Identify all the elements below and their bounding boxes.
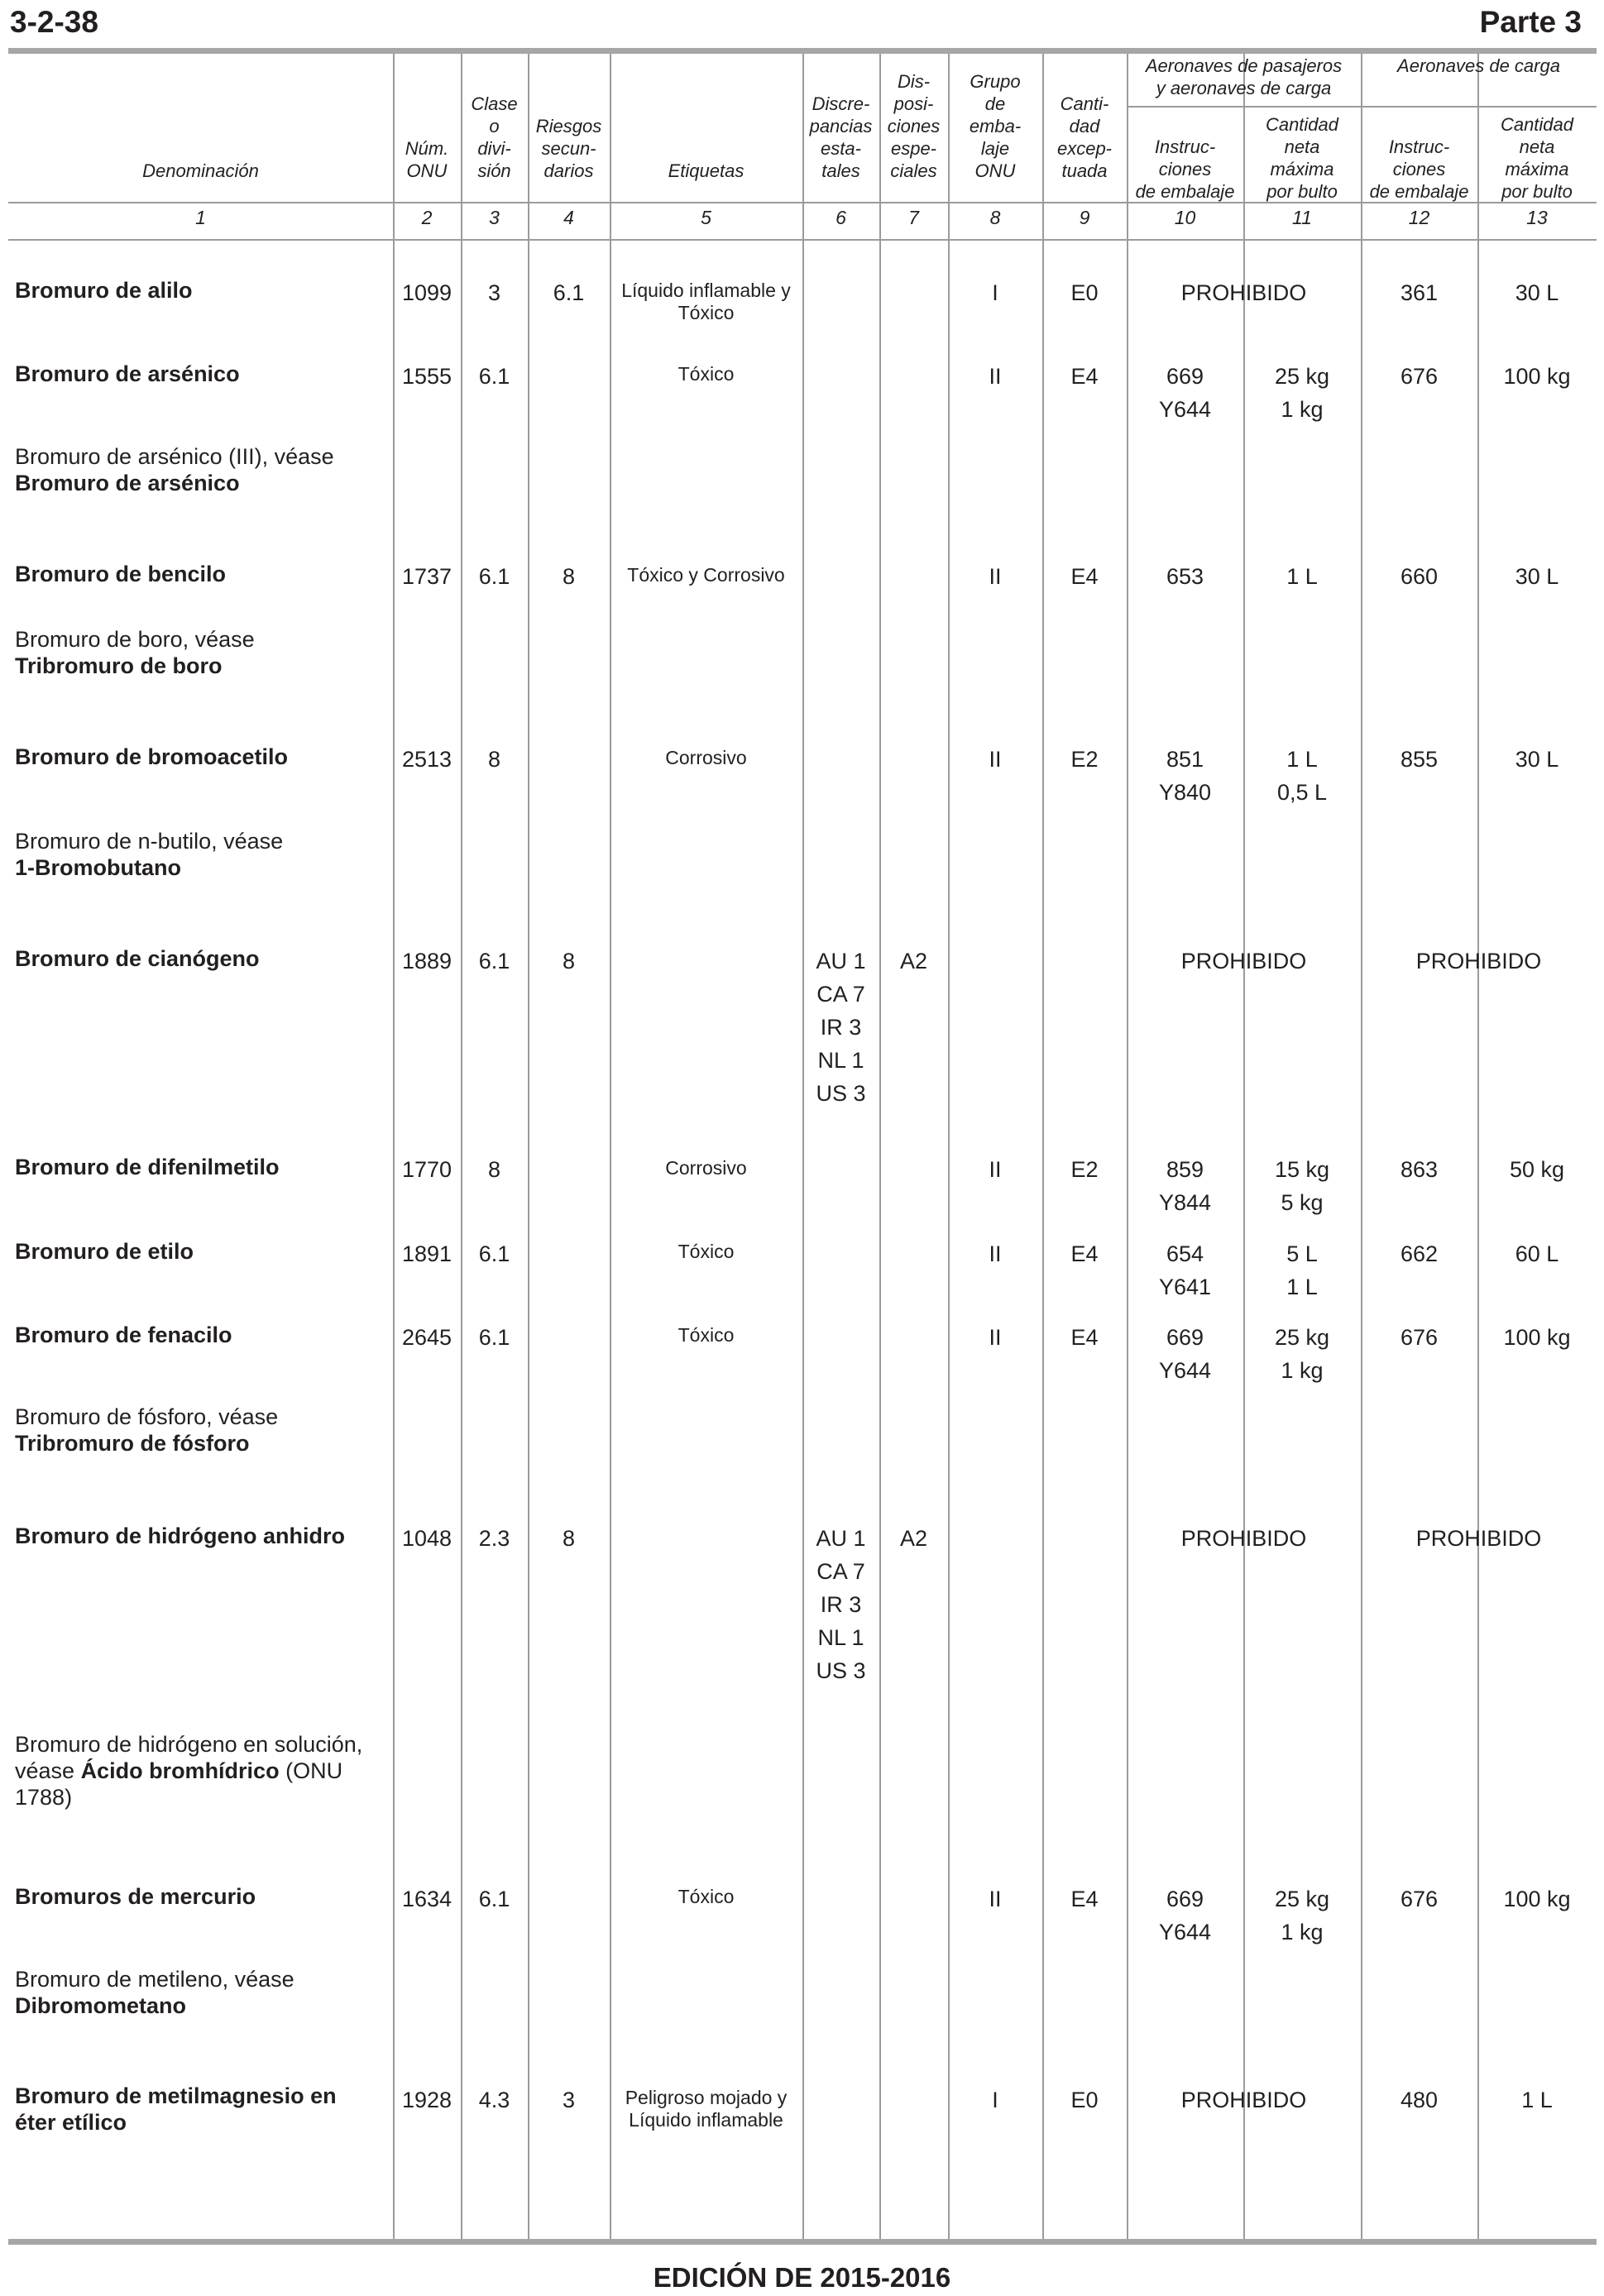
header-cantidad-exceptuada: Canti- dad excep- tuada (1056, 93, 1113, 181)
header-disposiciones: Dis- posi- ciones espe- ciales (887, 71, 941, 181)
entry-name: Bromuros de mercurio (15, 1884, 256, 1909)
column-number: 1 (195, 207, 206, 228)
header-grupo-embalaje: Grupo de emba- laje ONU (969, 71, 1022, 181)
column-number: 3 (489, 207, 500, 228)
excepted-quantity: E4 (1070, 1325, 1099, 1350)
cargo-packing-instruction: 480 (1400, 2088, 1439, 2112)
header-etiquetas: Etiquetas (668, 160, 745, 181)
cross-reference: Bromuro de boro, véase Tribromuro de boro (15, 627, 255, 678)
column-number: 12 (1408, 207, 1430, 228)
cargo-packing-instruction: 855 (1400, 747, 1439, 772)
un-number: 1928 (401, 2088, 452, 2112)
un-number: 1048 (401, 1526, 452, 1551)
column-number: 8 (989, 207, 1001, 228)
column-number: 9 (1079, 207, 1090, 228)
header-cantidad-neta-carga: Cantidad neta máxima por bulto (1500, 114, 1574, 202)
hazard-labels: Tóxico (678, 1886, 735, 1907)
un-number: 1737 (401, 564, 452, 589)
column-number: 11 (1292, 207, 1312, 228)
un-number: 2513 (401, 747, 452, 772)
packing-group: I (992, 280, 998, 305)
cargo-max-quantity: 60 L (1515, 1241, 1559, 1266)
cross-reference: Bromuro de metileno, véase Dibromometano (15, 1967, 294, 2018)
class-division: 8 (487, 747, 501, 772)
cargo-packing-instruction: 676 (1400, 1325, 1439, 1350)
un-number: 1555 (401, 364, 452, 389)
entry-name: Bromuro de metilmagnesio en éter etílico (15, 2083, 337, 2135)
cargo-aircraft-forbidden: PROHIBIDO (1415, 949, 1542, 973)
entry-name: Bromuro de fenacilo (15, 1323, 232, 1347)
passenger-max-quantity: 5 L 1 L (1286, 1241, 1318, 1299)
header-aeronaves-pasajeros: Aeronaves de pasajeros y aeronaves de carga (1145, 55, 1343, 98)
bottom-rule (8, 2239, 1597, 2245)
hazard-labels: Tóxico (678, 363, 735, 385)
cargo-max-quantity: 30 L (1515, 564, 1559, 589)
passenger-max-quantity: 25 kg 1 kg (1274, 364, 1330, 422)
entry-name: Bromuro de hidrógeno anhidro (15, 1523, 345, 1548)
cargo-packing-instruction: 660 (1400, 564, 1439, 589)
special-provisions: A2 (899, 949, 928, 973)
passenger-max-quantity: 1 L 0,5 L (1276, 747, 1328, 805)
header-instrucciones-carga: Instruc- ciones de embalaje (1369, 136, 1469, 202)
cross-reference: Bromuro de fósforo, véase Tribromuro de fósforo (15, 1404, 279, 1456)
un-number: 1099 (401, 280, 452, 305)
passenger-max-quantity: 1 L (1286, 564, 1318, 589)
passenger-packing-instruction: 859 Y844 (1158, 1157, 1212, 1215)
cross-reference: Bromuro de arsénico (III), véase Bromuro de arsénico (15, 444, 334, 495)
header-cantidad-neta-pax: Cantidad neta máxima por bulto (1265, 114, 1339, 202)
packing-group: II (989, 564, 1002, 589)
cross-reference: Bromuro de n-butilo, véase 1-Bromobutano (15, 829, 284, 880)
column-number: 4 (563, 207, 574, 228)
header-clase: Clase o divi- sión (471, 93, 518, 181)
header-aeronaves-carga: Aeronaves de carga (1397, 55, 1560, 76)
excepted-quantity: E2 (1070, 1157, 1099, 1182)
entry-name: Bromuro de bromoacetilo (15, 744, 289, 769)
column-number: 7 (908, 207, 919, 228)
class-division: 6.1 (478, 364, 510, 389)
state-variations: AU 1 CA 7 IR 3 NL 1 US 3 (816, 1526, 866, 1683)
header-discrepancias: Discre- pancias esta- tales (809, 93, 873, 181)
page-number: 3-2-38 (10, 5, 98, 39)
cargo-max-quantity: 100 kg (1503, 364, 1571, 389)
excepted-quantity: E4 (1070, 1241, 1099, 1266)
cargo-packing-instruction: 863 (1400, 1157, 1439, 1182)
packing-group: II (989, 1887, 1002, 1911)
hazard-labels: Tóxico (678, 1324, 735, 1346)
class-division: 6.1 (478, 1887, 510, 1911)
entry-name: Bromuro de cianógeno (15, 946, 260, 971)
passenger-packing-instruction: 669 Y644 (1158, 1325, 1212, 1383)
hazard-labels: Corrosivo (665, 747, 747, 768)
hazard-labels: Corrosivo (665, 1157, 747, 1179)
class-division: 4.3 (478, 2088, 510, 2112)
cargo-packing-instruction: 676 (1400, 364, 1439, 389)
column-number: 13 (1526, 207, 1548, 228)
class-division: 6.1 (478, 1241, 510, 1266)
cargo-max-quantity: 1 L (1521, 2088, 1553, 2112)
part-title: Parte 3 (1479, 5, 1582, 39)
subsidiary-risk: 8 (562, 1526, 576, 1551)
passenger-max-quantity: 15 kg 5 kg (1274, 1157, 1330, 1215)
packing-group: II (989, 1241, 1002, 1266)
hazard-labels: Líquido inflamable y Tóxico (621, 280, 791, 323)
entry-name: Bromuro de arsénico (15, 361, 240, 386)
packing-group: II (989, 1325, 1002, 1350)
subsidiary-risk: 8 (562, 949, 576, 973)
class-division: 6.1 (478, 564, 510, 589)
un-number: 1634 (401, 1887, 452, 1911)
passenger-aircraft-forbidden: PROHIBIDO (1180, 280, 1307, 305)
hazard-labels: Tóxico y Corrosivo (627, 564, 785, 586)
passenger-aircraft-forbidden: PROHIBIDO (1180, 1526, 1307, 1551)
passenger-packing-instruction: 669 Y644 (1158, 364, 1212, 422)
subsidiary-risk: 8 (562, 564, 576, 589)
packing-group: II (989, 747, 1002, 772)
header-num-onu: Núm. ONU (405, 138, 449, 181)
top-rule (8, 48, 1597, 54)
packing-group: II (989, 364, 1002, 389)
column-number: 6 (836, 207, 846, 228)
class-division: 8 (487, 1157, 501, 1182)
subsidiary-risk: 6.1 (553, 280, 585, 305)
excepted-quantity: E4 (1070, 364, 1099, 389)
passenger-packing-instruction: 851 Y840 (1158, 747, 1212, 805)
class-division: 6.1 (478, 949, 510, 973)
cargo-max-quantity: 50 kg (1509, 1157, 1565, 1182)
class-division: 2.3 (478, 1526, 510, 1551)
column-number: 5 (701, 207, 711, 228)
subsidiary-risk: 3 (562, 2088, 576, 2112)
excepted-quantity: E0 (1070, 2088, 1099, 2112)
state-variations: AU 1 CA 7 IR 3 NL 1 US 3 (816, 949, 866, 1106)
excepted-quantity: E4 (1070, 564, 1099, 589)
entry-name: Bromuro de etilo (15, 1239, 194, 1264)
header-denominacion: Denominación (142, 160, 259, 181)
entry-name: Bromuro de alilo (15, 278, 193, 303)
cargo-max-quantity: 30 L (1515, 747, 1559, 772)
passenger-packing-instruction: 669 Y644 (1158, 1887, 1212, 1944)
passenger-packing-instruction: 653 (1166, 564, 1204, 589)
class-division: 3 (487, 280, 501, 305)
passenger-packing-instruction: 654 Y641 (1158, 1241, 1212, 1299)
hazard-labels: Tóxico (678, 1241, 735, 1262)
un-number: 1889 (401, 949, 452, 973)
un-number: 1891 (401, 1241, 452, 1266)
hazard-labels: Peligroso mojado y Líquido inflamable (625, 2087, 788, 2131)
cargo-packing-instruction: 662 (1400, 1241, 1439, 1266)
cargo-packing-instruction: 361 (1400, 280, 1439, 305)
cross-reference: Bromuro de hidrógeno en solución, véase Ácido bromhídrico (ONU 1788) (15, 1732, 363, 1810)
column-number: 10 (1174, 207, 1196, 228)
excepted-quantity: E4 (1070, 1887, 1099, 1911)
passenger-aircraft-forbidden: PROHIBIDO (1180, 2088, 1307, 2112)
packing-group: I (992, 2088, 998, 2112)
un-number: 1770 (401, 1157, 452, 1182)
passenger-aircraft-forbidden: PROHIBIDO (1180, 949, 1307, 973)
column-number: 2 (421, 207, 433, 228)
excepted-quantity: E0 (1070, 280, 1099, 305)
cargo-packing-instruction: 676 (1400, 1887, 1439, 1911)
header-instrucciones-pax: Instruc- ciones de embalaje (1135, 136, 1235, 202)
header-riesgos: Riesgos secun- darios (535, 116, 602, 181)
passenger-max-quantity: 25 kg 1 kg (1274, 1887, 1330, 1944)
edition-footer: EDICIÓN DE 2015-2016 (653, 2262, 951, 2293)
cargo-aircraft-forbidden: PROHIBIDO (1415, 1526, 1542, 1551)
entry-name: Bromuro de difenilmetilo (15, 1155, 280, 1179)
packing-group: II (989, 1157, 1002, 1182)
class-division: 6.1 (478, 1325, 510, 1350)
excepted-quantity: E2 (1070, 747, 1099, 772)
cargo-max-quantity: 100 kg (1503, 1325, 1571, 1350)
un-number: 2645 (401, 1325, 452, 1350)
cargo-max-quantity: 30 L (1515, 280, 1559, 305)
cargo-max-quantity: 100 kg (1503, 1887, 1571, 1911)
special-provisions: A2 (899, 1526, 928, 1551)
entry-name: Bromuro de bencilo (15, 562, 227, 586)
passenger-max-quantity: 25 kg 1 kg (1274, 1325, 1330, 1383)
